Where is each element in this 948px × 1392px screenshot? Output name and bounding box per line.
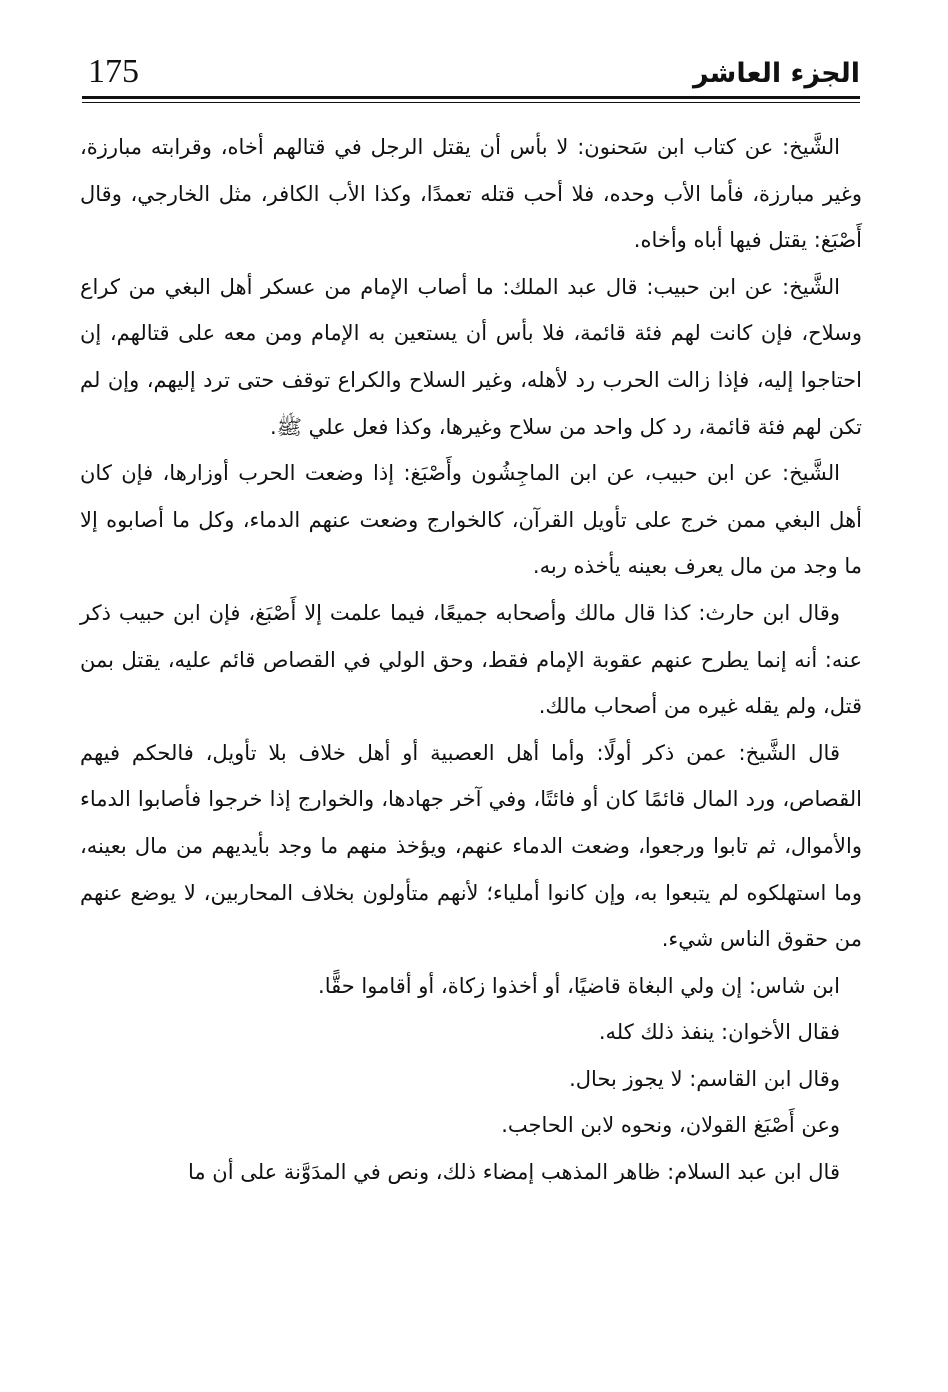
paragraph: الشَّيخ: عن ابن حبيب، عن ابن الماجِشُون وأَصْبَغ: إذا وضعت الحرب أوزارها، فإن كان أهل البغي ممن خرج على تأويل القرآن، كالخوارج وضعت عنهم الدماء، وكل ما أصابوه إلا ما وجد من مال يعرف بعينه يأخذه ربه. [80,461,862,579]
header-rule [82,96,860,99]
quote-line: وعن أَصْبَغ القولان، ونحوه لابن الحاجب. [501,1113,840,1138]
paragraph: الشَّيخ: عن ابن حبيب: قال عبد الملك: ما أصاب الإمام من عسكر أهل البغي من كراع وسلاح، فإن كانت لهم فئة قائمة، فلا بأس أن يستعين به الإمام ومن معه على قتالهم، إن احتاجوا إليه، فإذا زالت الحرب رد لأهله، وغير السلاح والكراع توقف حتى ترد إليهم، وإن لم تكن لهم فئة قائمة، رد كل واحد من سلاح وغيرها، وكذا فعل علي ﷺ. [80,274,862,439]
page-number: 175 [88,53,139,90]
page-header [82,52,860,94]
paragraph: قال الشَّيخ: عمن ذكر أولًا: وأما أهل العصبية أو أهل خلاف بلا تأويل، فالحكم فيهم القصاص، ورد المال قائمًا كان أو فائتًا، وفي آخر جهادها، والخوارج إذا خرجوا فأصابوا الدماء والأموال، ثم تابوا ورجعوا، وضعت الدماء عنهم، ويؤخذ منهم ما وجد بأيديهم من مال بعينه، وما استهلكوه لم يتبعوا به، وإن كانوا أملياء؛ لأنهم متأولون بخلاف المحاربين، لا يوضع عنهم من حقوق الناس شيء. [80,740,862,952]
header-rule-thin [82,102,860,103]
paragraph: وقال ابن حارث: كذا قال مالك وأصحابه جميعًا، فيما علمت إلا أَصْبَغ، فإن ابن حبيب ذكر عنه: أنه إنما يطرح عنهم عقوبة الإمام فقط، وحق الولي في القصاص قائم عليه، يقتل بمن قتل، ولم يقله غيره من أصحاب مالك. [80,600,862,719]
quote-line: وقال ابن القاسم: لا يجوز بحال. [569,1066,840,1091]
quote-line: فقال الأخوان: ينفذ ذلك كله. [598,1020,840,1045]
paragraph: الشَّيخ: عن كتاب ابن سَحنون: لا بأس أن يقتل الرجل في قتالهم أخاه، وقرابته مبارزة، وغير مبارزة، فأما الأب وحده، فلا أحب قتله تعمدًا، وكذا الأب الكافر، مثل الخارجي، وقال أَصْبَغ: يقتل فيها أباه وأخاه. [80,135,862,253]
running-title: الجزء العاشر [693,58,860,89]
quote-line: ابن شاس: إن ولي البغاة قاضيًا، أو أخذوا زكاة، أو أقاموا حقًّا. [318,973,840,998]
body-text [80,124,862,1196]
closing-paragraph: قال ابن عبد السلام: ظاهر المذهب إمضاء ذلك، ونص في المدَوَّنة على أن ما [187,1160,840,1185]
